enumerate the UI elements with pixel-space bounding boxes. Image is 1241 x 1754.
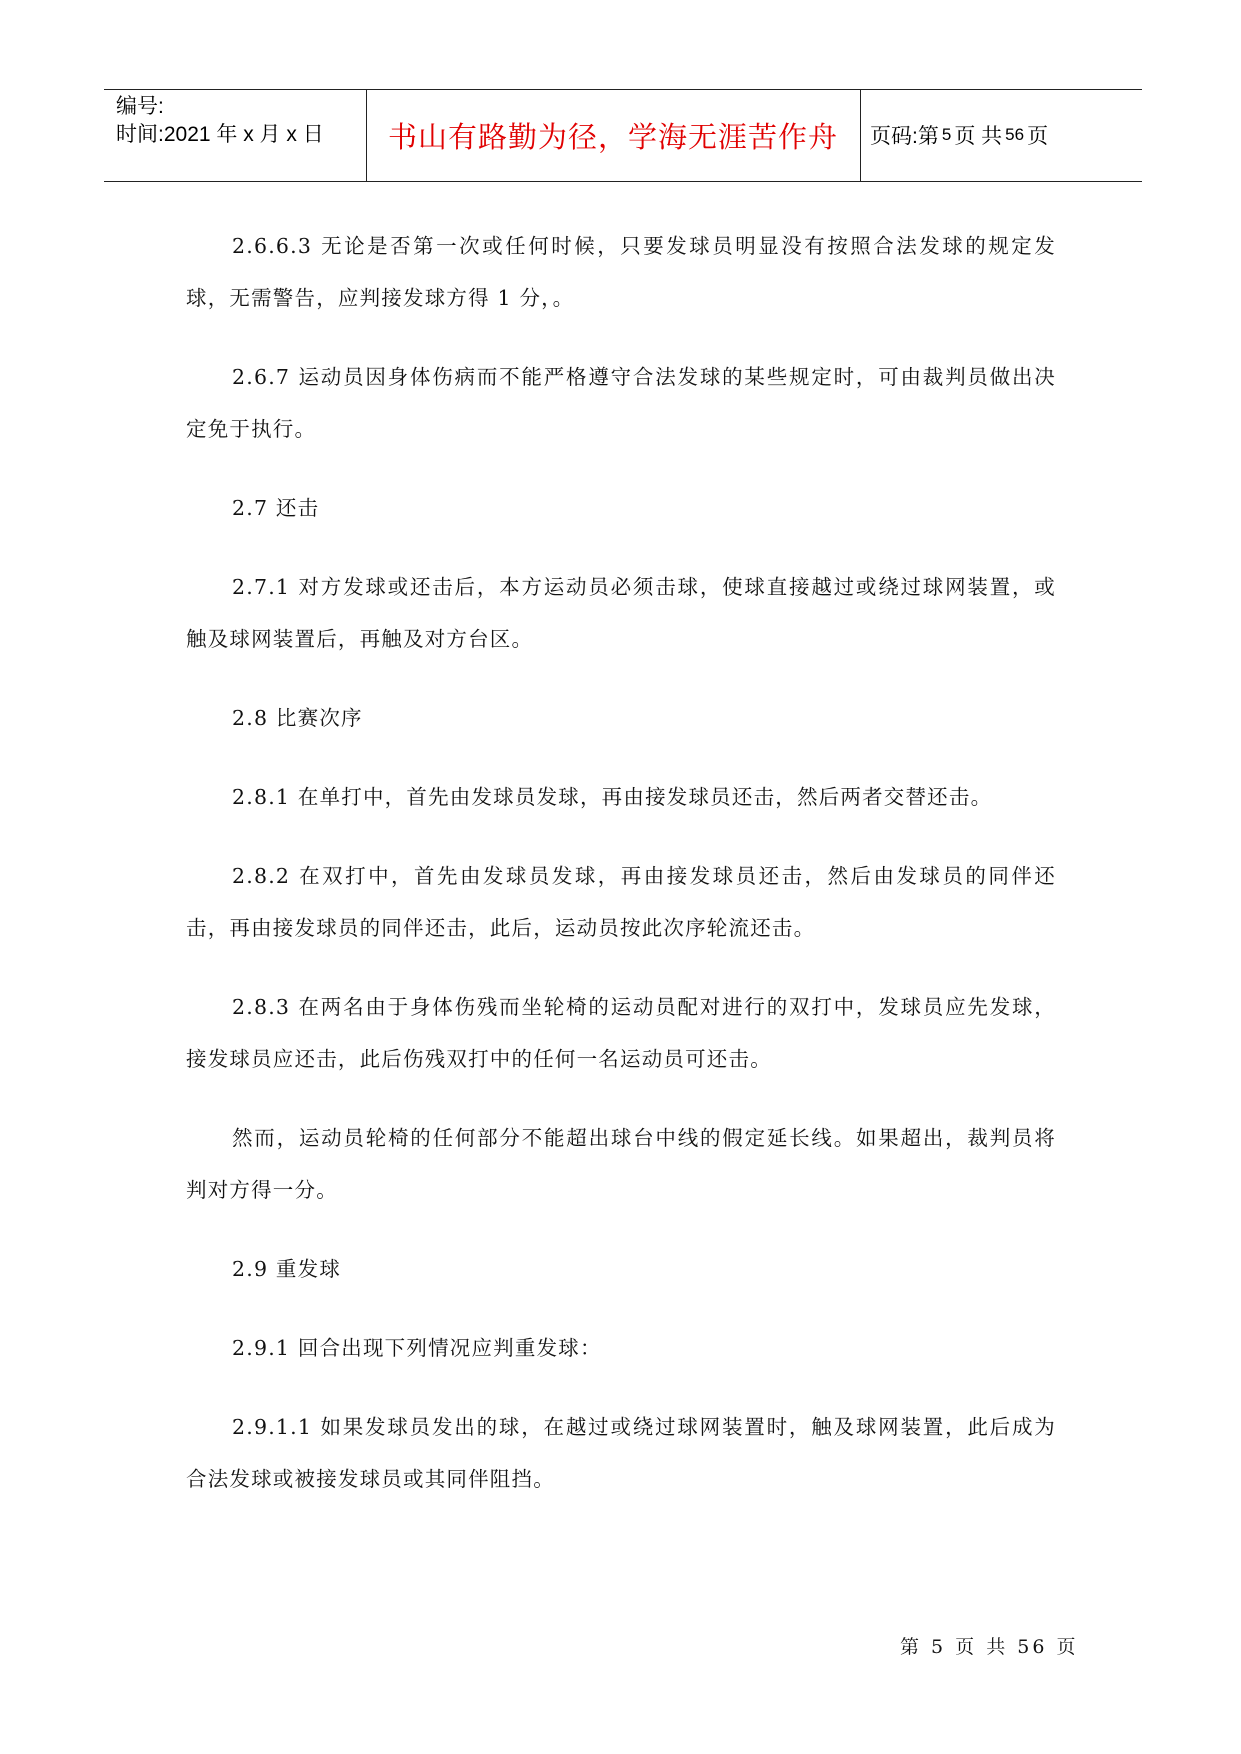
header-meta [116,93,324,149]
header-page-indicator [870,90,1048,180]
page-mid: 页 共 [954,125,1003,148]
paragraph: 2.7.1 对方发球或还击后，本方运动员必须击球，使球直接越过或绕过球网装置，或触及球网装置后，再触及对方台区。 [186,575,1056,651]
paragraph: 2.9.1.1 如果发球员发出的球，在越过或绕过球网装置时，触及球网装置，此后成为合法发球或被接发球员或其同伴阻挡。 [186,1415,1056,1491]
page-suffix: 页 [1027,125,1049,148]
page-prefix: 页码:第 [870,125,939,148]
document-time-label: 时间:2021 年 x 月 x 日 [116,123,324,146]
page-footer: 第 5 页 共 56 页 [900,1636,1079,1658]
section-heading: 2.9 重发球 [232,1257,342,1281]
page-current: 5 [941,125,952,144]
paragraph: 2.8.2 在双打中，首先由发球员发球，再由接发球员还击，然后由发球员的同伴还击，再由接发球员的同伴还击，此后，运动员按此次序轮流还击。 [186,864,1056,940]
page-total: 56 [1005,125,1025,144]
paragraph: 2.8.3 在两名由于身体伤残而坐轮椅的运动员配对进行的双打中，发球员应先发球，接发球员应还击，此后伤残双打中的任何一名运动员可还击。 [186,995,1056,1071]
paragraph: 2.9.1 回合出现下列情况应判重发球： [232,1336,602,1360]
paragraph: 2.8.1 在单打中，首先由发球员发球，再由接发球员还击，然后两者交替还击。 [232,785,993,809]
paragraph: 2.6.6.3 无论是否第一次或任何时候，只要发球员明显没有按照合法发球的规定发球，无需警告，应判接发球方得 1 分，。 [186,234,1056,310]
document-number-label: 编号: [116,95,164,118]
header-motto: 书山有路勤为径，学海无涯苦作舟 [387,119,838,154]
header-divider [860,90,861,181]
document-body [186,220,1056,1532]
section-heading: 2.8 比赛次序 [232,706,363,730]
paragraph: 然而，运动员轮椅的任何部分不能超出球台中线的假定延长线。如果超出，裁判员将判对方得一分。 [186,1126,1056,1202]
document-header [104,89,1142,182]
section-heading: 2.7 还击 [232,496,320,520]
paragraph: 2.6.7 运动员因身体伤病而不能严格遵守合法发球的某些规定时，可由裁判员做出决定免于执行。 [186,365,1056,441]
